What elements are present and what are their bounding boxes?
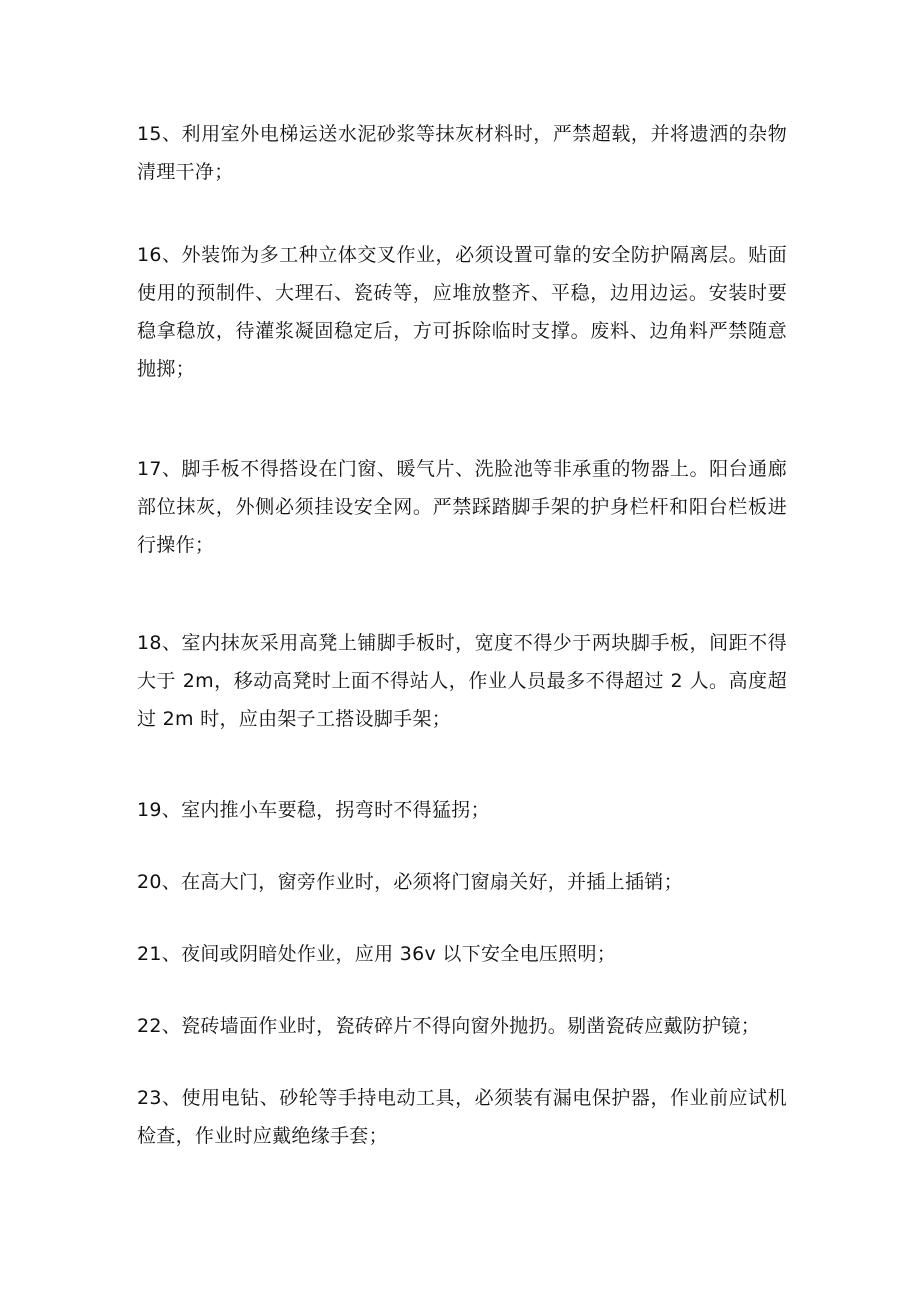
safety-rule-21: 21、夜间或阴暗处作业，应用 36v 以下安全电压照明； xyxy=(137,943,617,965)
safety-rule-20: 20、在高大门，窗旁作业时，必须将门窗扇关好，并插上插销； xyxy=(137,871,683,893)
safety-rule-23: 23、使用电钻、砂轮等手持电动工具，必须装有漏电保护器，作业前应试机检查，作业时应戴绝缘手套； xyxy=(137,1087,787,1147)
safety-rule-22: 22、瓷砖墙面作业时，瓷砖碎片不得向窗外抛扔。剔凿瓷砖应戴防护镜； xyxy=(137,1015,761,1037)
safety-rule-19: 19、室内推小车要稳，拐弯时不得猛拐； xyxy=(137,799,490,821)
safety-rule-17: 17、脚手板不得搭设在门窗、暖气片、洗脸池等非承重的物器上。阳台通廊部位抹灰，外侧必须挂设安全网。严禁踩踏脚手架的护身栏杆和阳台栏板进行操作； xyxy=(137,458,787,556)
safety-rule-18: 18、室内抹灰采用高凳上铺脚手板时，宽度不得少于两块脚手板，间距不得大于 2m，移动高凳时上面不得站人，作业人员最多不得超过 2 人。高度超过 2m 时，应由架子工搭设脚手架； xyxy=(137,632,787,730)
safety-rule-16: 16、外装饰为多工种立体交叉作业，必须设置可靠的安全防护隔离层。贴面使用的预制件、大理石、瓷砖等，应堆放整齐、平稳，边用边运。安装时要稳拿稳放，待灌浆凝固稳定后，方可拆除临时支撑。废料、边角料严禁随意抛掷； xyxy=(137,244,787,380)
safety-rule-15: 15、利用室外电梯运送水泥砂浆等抹灰材料时，严禁超载，并将遗洒的杂物清理干净； xyxy=(137,123,787,183)
